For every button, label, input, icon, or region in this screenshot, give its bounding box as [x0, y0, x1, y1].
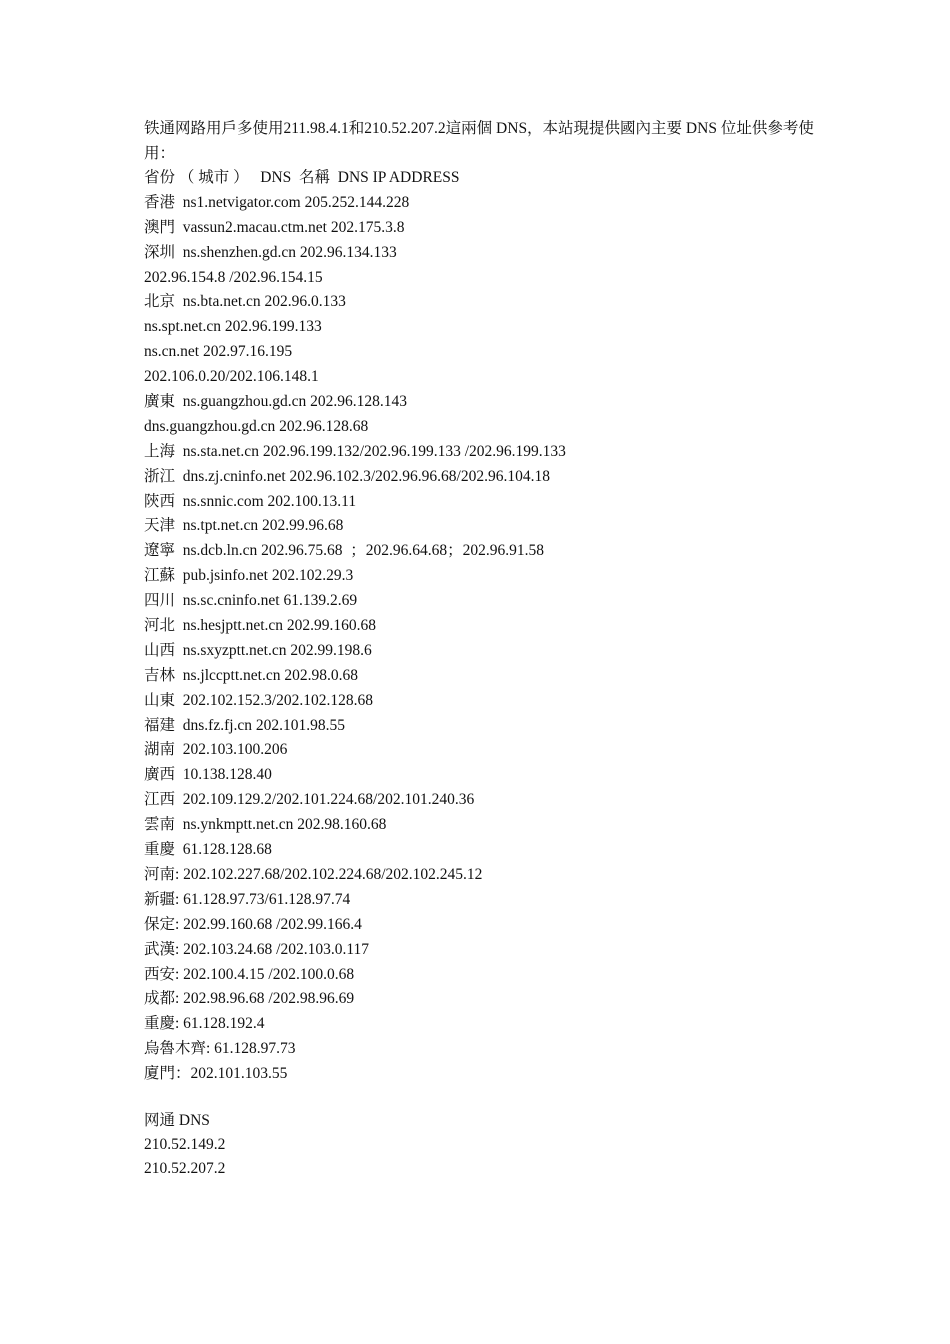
list-item: 深圳 ns.shenzhen.gd.cn 202.96.134.133	[144, 243, 397, 261]
list-item: 山東 202.102.152.3/202.102.128.68	[144, 691, 374, 709]
list-item: 浙江 dns.zj.cninfo.net 202.96.102.3/202.96.96.68/202.96.104.18	[144, 467, 550, 485]
list-item: 烏魯木齊: 61.128.97.73	[144, 1040, 296, 1058]
document-page	[144, 116, 834, 1181]
list-item: 202.106.0.20/202.106.148.1	[144, 368, 319, 386]
list-item: 西安: 202.100.4.15 /202.100.0.68	[144, 965, 355, 983]
list-item: 香港 ns1.netvigator.com 205.252.144.228	[144, 193, 410, 211]
list-item: 保定: 202.99.160.68 /202.99.166.4	[144, 915, 362, 933]
section-gap	[144, 1087, 834, 1109]
list-item: 陝西 ns.snnic.com 202.100.13.11	[144, 492, 357, 510]
list-item: 武漢: 202.103.24.68 /202.103.0.117	[144, 940, 370, 958]
list-item: 重慶 61.128.128.68	[144, 841, 272, 859]
list-item: 福建 dns.fz.fj.cn 202.101.98.55	[144, 716, 346, 734]
list-item: 雲南 ns.ynkmptt.net.cn 202.98.160.68	[144, 816, 387, 834]
list-item: 上海 ns.sta.net.cn 202.96.199.132/202.96.199.133 /202.96.199.133	[144, 442, 566, 460]
list-item: 吉林 ns.jlccptt.net.cn 202.98.0.68	[144, 666, 358, 684]
list-item: 廣西 10.138.128.40	[144, 766, 272, 784]
list-item: 遼寧 ns.dcb.ln.cn 202.96.75.68 ；202.96.64.68；202.96.91.58	[144, 542, 544, 560]
list-item: 廈門：202.101.103.55	[144, 1065, 288, 1083]
list-item: 北京 ns.bta.net.cn 202.96.0.133	[144, 293, 346, 311]
list-item: 廣東 ns.guangzhou.gd.cn 202.96.128.143	[144, 393, 408, 411]
list-item: 天津 ns.tpt.net.cn 202.99.96.68	[144, 517, 344, 535]
list-item: 湖南 202.103.100.206	[144, 741, 288, 759]
dns-list	[144, 191, 834, 1087]
list-item: 澳門 vassun2.macau.ctm.net 202.175.3.8	[144, 218, 405, 236]
list-item: 重慶: 61.128.192.4	[144, 1015, 265, 1033]
list-item: 河南: 202.102.227.68/202.102.224.68/202.102.245.12	[144, 865, 483, 883]
list-item: 山西 ns.sxyzptt.net.cn 202.99.198.6	[144, 641, 372, 659]
list-item: ns.cn.net 202.97.16.195	[144, 343, 293, 361]
list-item: 202.96.154.8 /202.96.154.15	[144, 268, 323, 286]
list-item: 河北 ns.hesjptt.net.cn 202.99.160.68	[144, 617, 377, 635]
netcom-section	[144, 1109, 834, 1181]
list-item: 四川 ns.sc.cninfo.net 61.139.2.69	[144, 592, 358, 610]
list-item: ns.spt.net.cn 202.96.199.133	[144, 318, 322, 336]
netcom-title: 网通 DNS	[144, 1111, 210, 1129]
intro-paragraph: 铁通网路用戶多使用211.98.4.1和210.52.207.2這兩個 DNS，本站現提供國內主要 DNS 位址供參考使用：	[144, 120, 814, 162]
list-item: 210.52.149.2	[144, 1135, 226, 1153]
list-item: 210.52.207.2	[144, 1159, 226, 1177]
list-item: 新疆: 61.128.97.73/61.128.97.74	[144, 890, 351, 908]
list-item: 江西 202.109.129.2/202.101.224.68/202.101.240.36	[144, 791, 475, 809]
table-header: 省份 （ 城市 ） DNS 名稱 DNS IP ADDRESS	[144, 169, 460, 186]
list-item: 成都: 202.98.96.68 /202.98.96.69	[144, 990, 355, 1008]
list-item: 江蘇 pub.jsinfo.net 202.102.29.3	[144, 567, 354, 585]
list-item: dns.guangzhou.gd.cn 202.96.128.68	[144, 417, 369, 435]
